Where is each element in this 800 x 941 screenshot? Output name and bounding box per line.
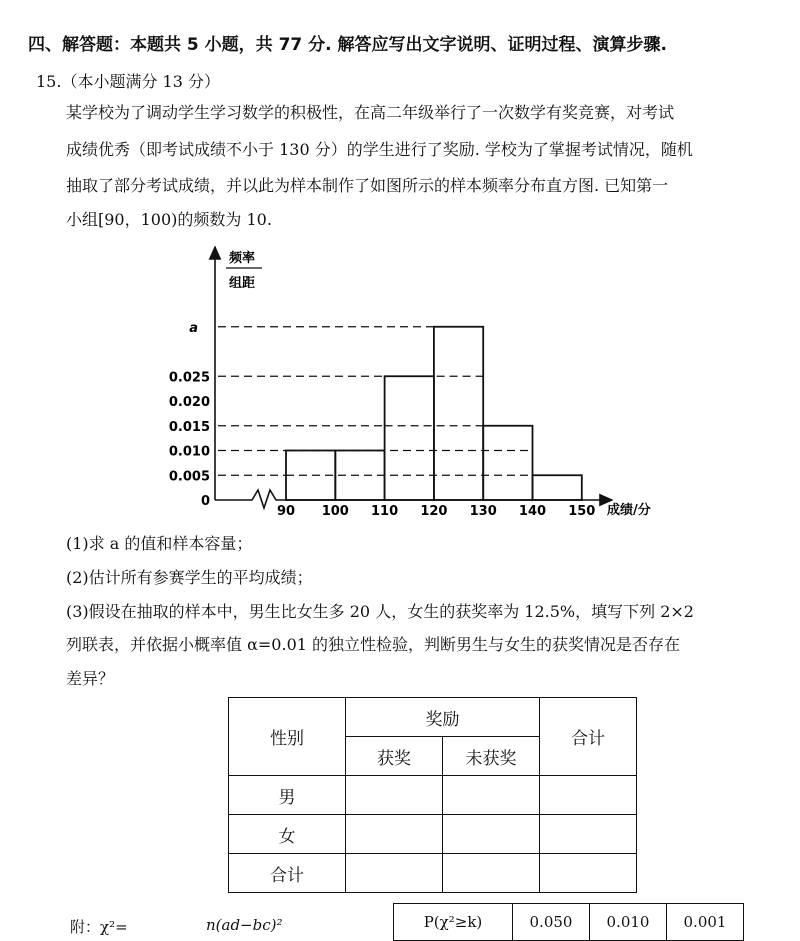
table-cell[interactable]: [540, 815, 637, 854]
appendix-label: 附：χ²=: [70, 918, 128, 936]
x-tick-label: 150: [568, 504, 596, 519]
table-cell[interactable]: [346, 815, 443, 854]
y-tick-label: 0.025: [168, 370, 210, 386]
x-tick-label: 100: [321, 504, 349, 519]
y-tick-label: a: [189, 320, 198, 336]
y-tick-label: 0.005: [168, 469, 210, 485]
subquestion-1: (1)求 a 的值和样本容量；: [66, 534, 253, 553]
row-label-female: 女: [229, 815, 346, 854]
table-cell[interactable]: [443, 815, 540, 854]
subheader-won: 获奖: [346, 737, 443, 776]
subquestion-3-line: 列联表，并依据小概率值 α=0.01 的独立性检验，判断男生与女生的获奖情况是否存在: [66, 635, 681, 654]
y-tick-label: 0.010: [168, 444, 210, 460]
table-cell[interactable]: [346, 854, 443, 893]
prob-header: P(χ²≥k): [394, 904, 513, 941]
table-cell[interactable]: [540, 776, 637, 815]
y-tick-label: 0.020: [168, 395, 210, 410]
histogram-bar: [385, 376, 434, 500]
x-axis-break: [215, 490, 286, 508]
table-cell[interactable]: [443, 854, 540, 893]
histogram-bar: [533, 475, 582, 500]
paragraph-line: 某学校为了调动学生学习数学的积极性，在高二年级举行了一次数学有奖竞赛，对考试: [66, 103, 675, 122]
ylabel-bottom: 组距: [229, 276, 256, 291]
header-total: 合计: [540, 698, 637, 776]
row-label-total: 合计: [229, 854, 346, 893]
prob-value: 0.010: [590, 904, 667, 941]
x-tick-label: 140: [518, 504, 547, 519]
table-cell[interactable]: [346, 776, 443, 815]
histogram-bar: [434, 327, 483, 500]
y-tick-label: 0: [200, 494, 210, 509]
header-reward: 奖励: [346, 698, 540, 737]
formula-numerator: n(ad−bc)²: [206, 916, 283, 934]
row-label-male: 男: [229, 776, 346, 815]
contingency-table: [228, 697, 637, 893]
subquestion-3-line: 差异？: [66, 669, 115, 688]
prob-value: 0.050: [513, 904, 590, 941]
table-cell[interactable]: [540, 854, 637, 893]
subquestion-2: (2)估计所有参赛学生的平均成绩；: [66, 568, 313, 587]
probability-table: [393, 903, 744, 941]
paragraph-line: 成绩优秀（即考试成绩不小于 130 分）的学生进行了奖励. 学校为了掌握考试情况，随机: [66, 140, 693, 159]
paragraph-line: 小组[90，100)的频数为 10.: [66, 210, 272, 229]
header-gender: 性别: [229, 698, 346, 776]
subheader-not-won: 未获奖: [443, 737, 540, 776]
y-tick-label: 0.015: [168, 419, 210, 435]
prob-value: 0.001: [667, 904, 744, 941]
ylabel-top: 频率: [229, 251, 256, 266]
x-tick-label: 110: [371, 504, 399, 519]
table-cell[interactable]: [443, 776, 540, 815]
x-tick-label: 130: [469, 504, 497, 519]
x-tick-label: 90: [276, 504, 296, 519]
subquestion-3-line: (3)假设在抽取的样本中，男生比女生多 20 人，女生的获奖率为 12.5%，填写下列 2×2: [66, 602, 694, 621]
question-header: 15.（本小题满分 13 分）: [36, 72, 220, 91]
histogram-bar: [483, 426, 532, 500]
paragraph-line: 抽取了部分考试成绩，并以此为样本制作了如图所示的样本频率分布直方图. 已知第一: [66, 176, 669, 195]
section-title: 四、解答题：本题共 5 小题，共 77 分. 解答应写出文字说明、证明过程、演算步骤.: [28, 35, 667, 55]
x-tick-label: 120: [420, 504, 448, 519]
x-axis-label: 成绩/分: [607, 503, 651, 518]
